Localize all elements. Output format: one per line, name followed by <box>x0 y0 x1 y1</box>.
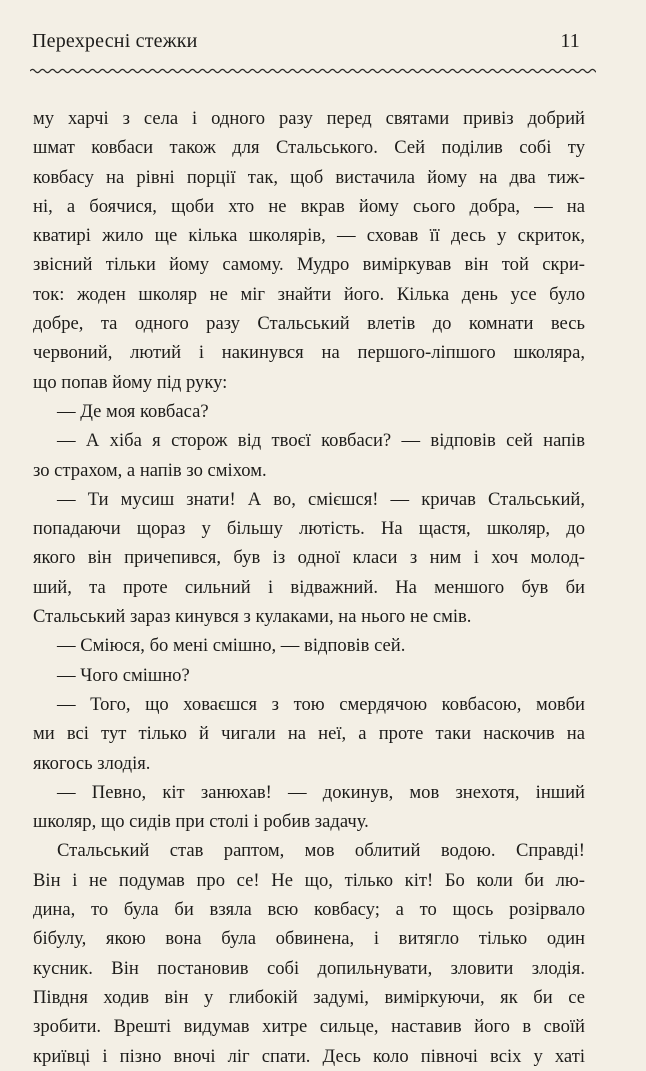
running-header <box>32 30 580 60</box>
text-line: школяр, що сидів при столі і робив задачу. <box>33 811 369 833</box>
text-line: — Ти мусиш знати! А во, смієшся! — кричав Стальський, <box>57 488 585 510</box>
body-text <box>33 104 585 1071</box>
text-line: ми всі тут тілько й чигали на неї, а проте таки наскочив на <box>33 723 585 745</box>
text-line: — Певно, кіт занюхав! — докинув, мов знехотя, інший <box>57 781 585 803</box>
text-line: ковбасу на рівні порції так, щоб вистачила йому на два тиж- <box>33 166 585 188</box>
text-line: добре, та одного разу Стальський влетів до комнати весь <box>33 313 585 335</box>
text-line: звісний тільки йому самому. Мудро виміркував він той скри- <box>33 254 585 276</box>
text-line: дина, то була би взяла всю ковбасу; а то щось розірвало <box>33 899 585 921</box>
text-line: — Сміюся, бо мені смішно, — відповів сей. <box>57 635 406 657</box>
page-number: 11 <box>560 30 580 52</box>
text-line: ні, а боячися, щоби хто не вкрав йому сього добра, — на <box>33 195 585 217</box>
running-title: Перехресні стежки <box>32 30 198 52</box>
text-line: ток: жоден школяр не міг знайти його. Кілька день усе було <box>33 283 585 305</box>
text-line: Стальський зараз кинувся з кулаками, на нього не смів. <box>33 606 472 628</box>
text-line: червоний, лютий і накинувся на першого-ліпшого школяра, <box>33 342 585 364</box>
text-line: шмат ковбаси також для Стальського. Сей поділив собі ту <box>33 137 585 159</box>
text-line: бібулу, якою вона була обвинена, і витягло тілько один <box>33 928 585 950</box>
text-line: зробити. Врешті видумав хитре сильце, наставив його в своїй <box>33 1016 585 1038</box>
text-line: Стальський став раптом, мов облитий водою. Справді! <box>57 840 585 862</box>
text-line: — Того, що ховаєшся з тою смердячою ковбасою, мовби <box>57 693 585 715</box>
text-line: Півдня ходив він у глибокій задумі, виміркуючи, як би се <box>33 986 585 1008</box>
text-line: попадаючи щораз у більшу лютість. На щастя, школяр, до <box>33 518 585 540</box>
text-line: кватирі жило ще кілька школярів, — сховав її десь у скриток, <box>33 225 585 247</box>
wavy-rule <box>30 64 596 78</box>
text-line: якогось злодія. <box>33 752 151 774</box>
text-line: му харчі з села і одного разу перед святами привіз добрий <box>33 108 585 129</box>
text-line: криївці і пізно вночі ліг спати. Десь коло півночі всіх у хаті <box>33 1045 585 1067</box>
text-line: кусник. Він постановив собі допильнувати, зловити злодія. <box>33 957 585 979</box>
text-line: якого він причепився, був із одної класи з ним і хоч молод- <box>33 547 585 569</box>
text-line: — А хіба я сторож від твоєї ковбаси? — відповів сей напів <box>57 430 585 452</box>
text-line: зо страхом, а напів зо сміхом. <box>33 459 267 481</box>
text-line: ший, та проте сильний і відважний. На меншого був би <box>33 576 585 598</box>
text-line: що попав йому під руку: <box>33 371 228 393</box>
text-line: Він і не подумав про се! Не що, тілько кіт! Бо коли би лю- <box>33 869 585 891</box>
text-line: — Чого смішно? <box>57 664 190 686</box>
text-line: — Де моя ковбаса? <box>57 400 209 422</box>
